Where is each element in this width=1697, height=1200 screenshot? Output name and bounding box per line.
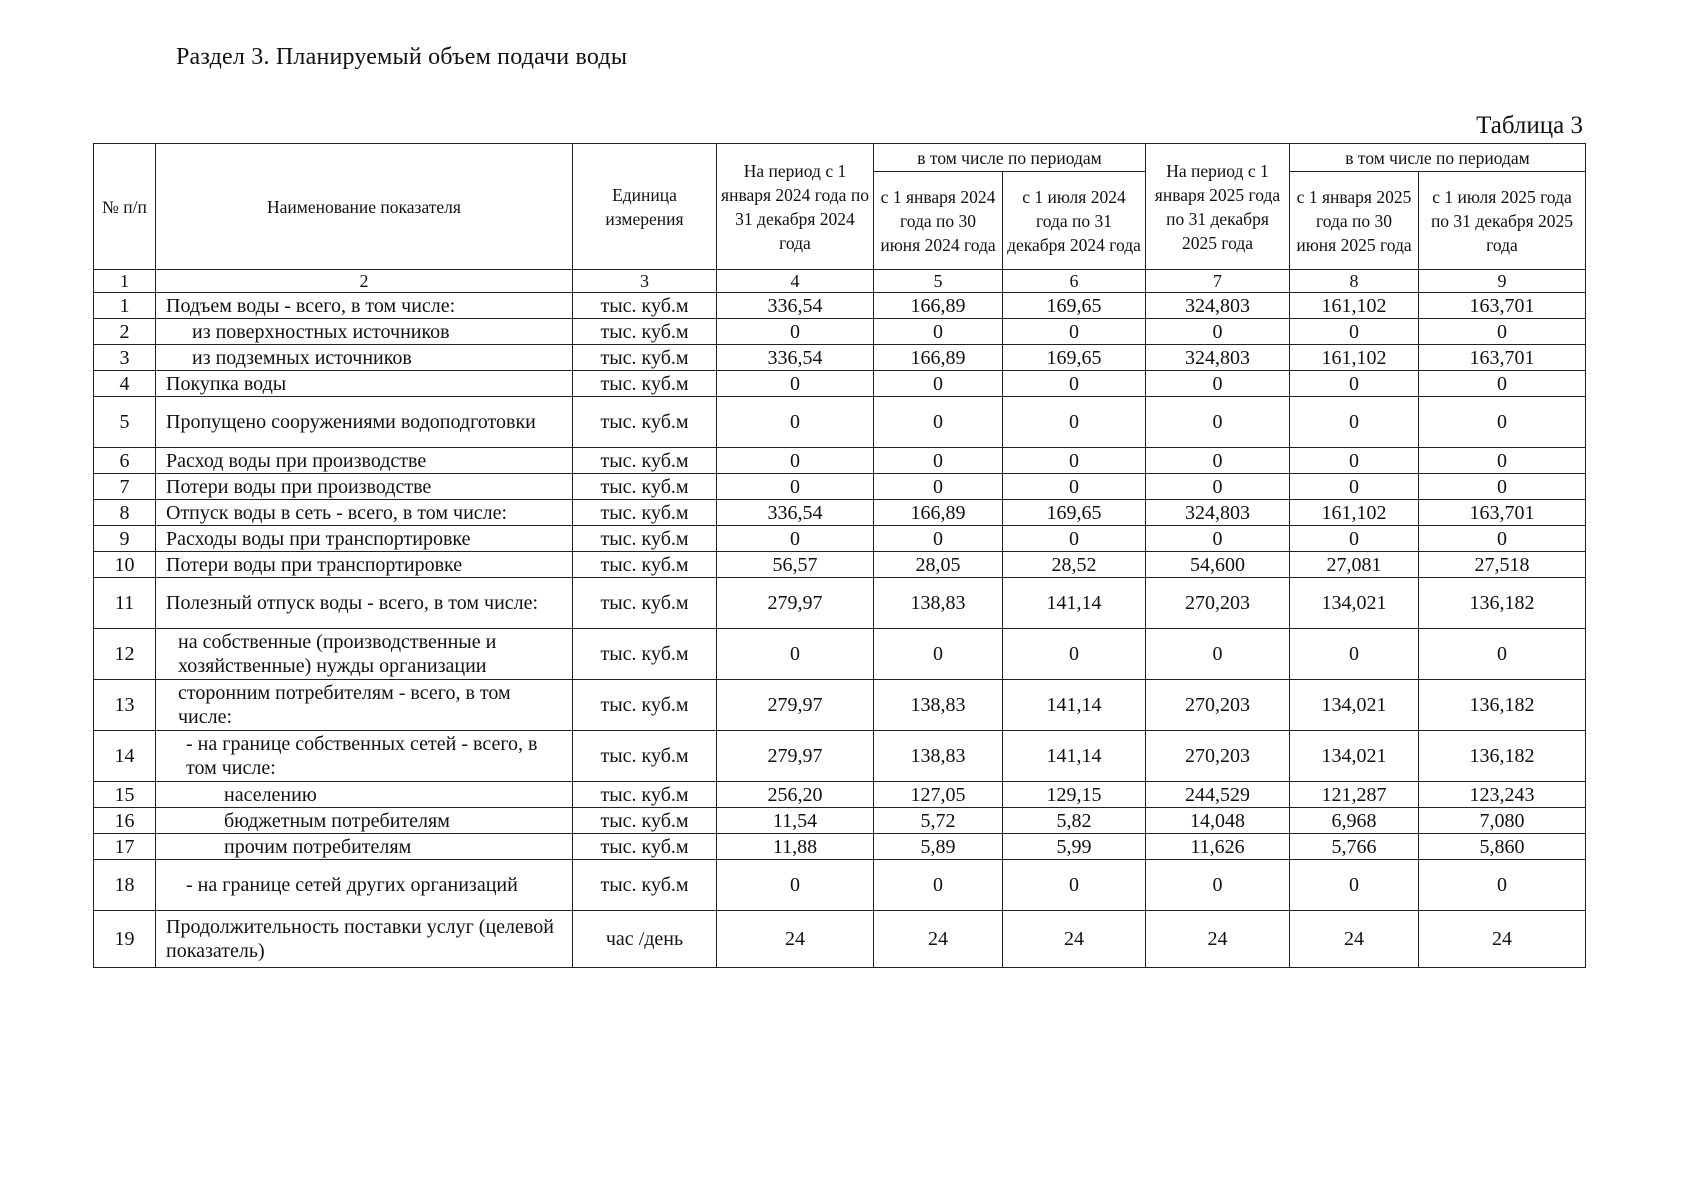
value-cell: 134,021 bbox=[1290, 731, 1419, 782]
value-cell: 0 bbox=[1003, 860, 1146, 911]
value-cell: 0 bbox=[874, 319, 1003, 345]
value-cell: 0 bbox=[1419, 860, 1586, 911]
value-cell: 138,83 bbox=[874, 680, 1003, 731]
value-cell: 0 bbox=[717, 371, 874, 397]
value-cell: 138,83 bbox=[874, 731, 1003, 782]
value-cell: 166,89 bbox=[874, 345, 1003, 371]
value-cell: 161,102 bbox=[1290, 500, 1419, 526]
value-cell: 169,65 bbox=[1003, 500, 1146, 526]
row-number: 7 bbox=[94, 474, 156, 500]
value-cell: 0 bbox=[1003, 474, 1146, 500]
column-number: 1 bbox=[94, 270, 156, 293]
value-cell: 0 bbox=[1003, 526, 1146, 552]
column-number: 2 bbox=[156, 270, 573, 293]
value-cell: 0 bbox=[1419, 397, 1586, 448]
value-cell: 54,600 bbox=[1146, 552, 1290, 578]
row-unit: тыс. куб.м bbox=[573, 782, 717, 808]
row-name: Отпуск воды в сеть - всего, в том числе: bbox=[156, 500, 573, 526]
value-cell: 336,54 bbox=[717, 345, 874, 371]
value-cell: 0 bbox=[1003, 629, 1146, 680]
row-name: бюджетным потребителям bbox=[156, 808, 573, 834]
row-number: 13 bbox=[94, 680, 156, 731]
value-cell: 5,82 bbox=[1003, 808, 1146, 834]
header-num: № п/п bbox=[94, 144, 156, 270]
value-cell: 0 bbox=[717, 448, 874, 474]
value-cell: 324,803 bbox=[1146, 293, 1290, 319]
header-2025-h1: с 1 января 2025 года по 30 июня 2025 года bbox=[1290, 172, 1419, 270]
header-2025-h2: с 1 июля 2025 года по 31 декабря 2025 года bbox=[1419, 172, 1586, 270]
value-cell: 161,102 bbox=[1290, 345, 1419, 371]
value-cell: 0 bbox=[717, 629, 874, 680]
header-2024-h2: с 1 июля 2024 года по 31 декабря 2024 года bbox=[1003, 172, 1146, 270]
value-cell: 0 bbox=[874, 526, 1003, 552]
header-sub-2024: в том числе по периодам bbox=[874, 144, 1146, 172]
table-row bbox=[94, 526, 1586, 552]
table-row bbox=[94, 680, 1586, 731]
row-unit: тыс. куб.м bbox=[573, 371, 717, 397]
section-title: Раздел 3. Планируемый объем подачи воды bbox=[176, 44, 628, 70]
value-cell: 0 bbox=[1290, 448, 1419, 474]
table-label: Таблица 3 bbox=[1476, 112, 1583, 139]
header-sub-2025: в том числе по периодам bbox=[1290, 144, 1586, 172]
row-name: сторонним потребителям - всего, в том числе: bbox=[156, 680, 573, 731]
value-cell: 0 bbox=[874, 397, 1003, 448]
table-row bbox=[94, 293, 1586, 319]
row-unit: тыс. куб.м bbox=[573, 680, 717, 731]
value-cell: 0 bbox=[1146, 448, 1290, 474]
value-cell: 0 bbox=[1146, 319, 1290, 345]
row-unit: тыс. куб.м bbox=[573, 345, 717, 371]
value-cell: 270,203 bbox=[1146, 731, 1290, 782]
row-name: из подземных источников bbox=[156, 345, 573, 371]
row-unit: тыс. куб.м bbox=[573, 731, 717, 782]
value-cell: 28,05 bbox=[874, 552, 1003, 578]
value-cell: 0 bbox=[1419, 474, 1586, 500]
header-unit: Единица измерения bbox=[573, 144, 717, 270]
value-cell: 244,529 bbox=[1146, 782, 1290, 808]
value-cell: 324,803 bbox=[1146, 500, 1290, 526]
value-cell: 0 bbox=[1146, 397, 1290, 448]
row-number: 19 bbox=[94, 911, 156, 968]
row-unit: тыс. куб.м bbox=[573, 474, 717, 500]
table-row bbox=[94, 371, 1586, 397]
column-number: 3 bbox=[573, 270, 717, 293]
value-cell: 141,14 bbox=[1003, 680, 1146, 731]
value-cell: 136,182 bbox=[1419, 578, 1586, 629]
value-cell: 169,65 bbox=[1003, 293, 1146, 319]
table-row bbox=[94, 629, 1586, 680]
header-2024-h1: с 1 января 2024 года по 30 июня 2024 года bbox=[874, 172, 1003, 270]
row-name: на собственные (производственные и хозяйственные) нужды организации bbox=[156, 629, 573, 680]
table-row bbox=[94, 731, 1586, 782]
row-number: 9 bbox=[94, 526, 156, 552]
value-cell: 336,54 bbox=[717, 500, 874, 526]
value-cell: 0 bbox=[1290, 371, 1419, 397]
table-row bbox=[94, 552, 1586, 578]
table-row bbox=[94, 397, 1586, 448]
row-number: 4 bbox=[94, 371, 156, 397]
value-cell: 0 bbox=[874, 371, 1003, 397]
value-cell: 24 bbox=[1290, 911, 1419, 968]
value-cell: 11,626 bbox=[1146, 834, 1290, 860]
value-cell: 123,243 bbox=[1419, 782, 1586, 808]
value-cell: 0 bbox=[1290, 629, 1419, 680]
column-number: 5 bbox=[874, 270, 1003, 293]
value-cell: 134,021 bbox=[1290, 680, 1419, 731]
table-row bbox=[94, 500, 1586, 526]
value-cell: 166,89 bbox=[874, 293, 1003, 319]
row-number: 16 bbox=[94, 808, 156, 834]
column-number: 8 bbox=[1290, 270, 1419, 293]
row-number: 18 bbox=[94, 860, 156, 911]
row-number: 1 bbox=[94, 293, 156, 319]
row-name: Расходы воды при транспортировке bbox=[156, 526, 573, 552]
row-number: 3 bbox=[94, 345, 156, 371]
table-row bbox=[94, 834, 1586, 860]
value-cell: 0 bbox=[1290, 526, 1419, 552]
value-cell: 0 bbox=[1290, 319, 1419, 345]
header-name: Наименование показателя bbox=[156, 144, 573, 270]
row-name: Расход воды при производстве bbox=[156, 448, 573, 474]
table-row bbox=[94, 474, 1586, 500]
value-cell: 0 bbox=[1419, 629, 1586, 680]
value-cell: 129,15 bbox=[1003, 782, 1146, 808]
value-cell: 336,54 bbox=[717, 293, 874, 319]
value-cell: 0 bbox=[1003, 397, 1146, 448]
value-cell: 0 bbox=[1146, 474, 1290, 500]
value-cell: 279,97 bbox=[717, 680, 874, 731]
value-cell: 0 bbox=[717, 526, 874, 552]
value-cell: 0 bbox=[1146, 371, 1290, 397]
row-unit: тыс. куб.м bbox=[573, 552, 717, 578]
value-cell: 0 bbox=[717, 397, 874, 448]
row-name: - на границе собственных сетей - всего, в том числе: bbox=[156, 731, 573, 782]
table-row bbox=[94, 345, 1586, 371]
column-number: 9 bbox=[1419, 270, 1586, 293]
row-unit: тыс. куб.м bbox=[573, 319, 717, 345]
row-name: Полезный отпуск воды - всего, в том числе: bbox=[156, 578, 573, 629]
value-cell: 136,182 bbox=[1419, 680, 1586, 731]
row-unit: тыс. куб.м bbox=[573, 448, 717, 474]
value-cell: 127,05 bbox=[874, 782, 1003, 808]
value-cell: 5,766 bbox=[1290, 834, 1419, 860]
value-cell: 138,83 bbox=[874, 578, 1003, 629]
value-cell: 324,803 bbox=[1146, 345, 1290, 371]
row-number: 14 bbox=[94, 731, 156, 782]
row-name: - на границе сетей других организаций bbox=[156, 860, 573, 911]
value-cell: 24 bbox=[717, 911, 874, 968]
row-unit: тыс. куб.м bbox=[573, 860, 717, 911]
value-cell: 169,65 bbox=[1003, 345, 1146, 371]
table-row bbox=[94, 860, 1586, 911]
table-row bbox=[94, 578, 1586, 629]
value-cell: 163,701 bbox=[1419, 500, 1586, 526]
column-number-row bbox=[94, 270, 1586, 293]
value-cell: 11,88 bbox=[717, 834, 874, 860]
value-cell: 279,97 bbox=[717, 731, 874, 782]
column-number: 4 bbox=[717, 270, 874, 293]
value-cell: 14,048 bbox=[1146, 808, 1290, 834]
table-row bbox=[94, 782, 1586, 808]
value-cell: 5,99 bbox=[1003, 834, 1146, 860]
row-unit: тыс. куб.м bbox=[573, 293, 717, 319]
value-cell: 0 bbox=[1003, 371, 1146, 397]
row-name: населению bbox=[156, 782, 573, 808]
column-number: 6 bbox=[1003, 270, 1146, 293]
row-number: 2 bbox=[94, 319, 156, 345]
value-cell: 270,203 bbox=[1146, 680, 1290, 731]
row-number: 12 bbox=[94, 629, 156, 680]
value-cell: 0 bbox=[1290, 474, 1419, 500]
row-number: 6 bbox=[94, 448, 156, 474]
value-cell: 5,860 bbox=[1419, 834, 1586, 860]
value-cell: 161,102 bbox=[1290, 293, 1419, 319]
value-cell: 256,20 bbox=[717, 782, 874, 808]
row-unit: тыс. куб.м bbox=[573, 500, 717, 526]
row-name: Потери воды при транспортировке bbox=[156, 552, 573, 578]
row-name: прочим потребителям bbox=[156, 834, 573, 860]
value-cell: 0 bbox=[1290, 397, 1419, 448]
value-cell: 136,182 bbox=[1419, 731, 1586, 782]
value-cell: 0 bbox=[717, 474, 874, 500]
value-cell: 163,701 bbox=[1419, 293, 1586, 319]
value-cell: 0 bbox=[1146, 629, 1290, 680]
table-row bbox=[94, 448, 1586, 474]
value-cell: 7,080 bbox=[1419, 808, 1586, 834]
row-name: Подъем воды - всего, в том числе: bbox=[156, 293, 573, 319]
value-cell: 0 bbox=[1146, 860, 1290, 911]
row-unit: тыс. куб.м bbox=[573, 808, 717, 834]
value-cell: 24 bbox=[1003, 911, 1146, 968]
row-name: Пропущено сооружениями водоподготовки bbox=[156, 397, 573, 448]
value-cell: 134,021 bbox=[1290, 578, 1419, 629]
row-name: Покупка воды bbox=[156, 371, 573, 397]
value-cell: 0 bbox=[1146, 526, 1290, 552]
row-number: 5 bbox=[94, 397, 156, 448]
row-name: из поверхностных источников bbox=[156, 319, 573, 345]
header-period-2025: На период с 1 января 2025 года по 31 декабря 2025 года bbox=[1146, 144, 1290, 270]
row-number: 10 bbox=[94, 552, 156, 578]
row-unit: тыс. куб.м bbox=[573, 578, 717, 629]
row-unit: тыс. куб.м bbox=[573, 629, 717, 680]
value-cell: 163,701 bbox=[1419, 345, 1586, 371]
row-unit: тыс. куб.м bbox=[573, 834, 717, 860]
row-number: 8 bbox=[94, 500, 156, 526]
value-cell: 0 bbox=[717, 860, 874, 911]
value-cell: 0 bbox=[1419, 448, 1586, 474]
value-cell: 24 bbox=[874, 911, 1003, 968]
value-cell: 270,203 bbox=[1146, 578, 1290, 629]
value-cell: 0 bbox=[874, 860, 1003, 911]
row-number: 11 bbox=[94, 578, 156, 629]
value-cell: 0 bbox=[874, 448, 1003, 474]
value-cell: 0 bbox=[874, 474, 1003, 500]
column-number: 7 bbox=[1146, 270, 1290, 293]
value-cell: 28,52 bbox=[1003, 552, 1146, 578]
value-cell: 56,57 bbox=[717, 552, 874, 578]
table-row bbox=[94, 808, 1586, 834]
value-cell: 279,97 bbox=[717, 578, 874, 629]
value-cell: 0 bbox=[874, 629, 1003, 680]
row-number: 15 bbox=[94, 782, 156, 808]
row-name: Потери воды при производстве bbox=[156, 474, 573, 500]
value-cell: 0 bbox=[717, 319, 874, 345]
row-unit: тыс. куб.м bbox=[573, 526, 717, 552]
value-cell: 11,54 bbox=[717, 808, 874, 834]
value-cell: 0 bbox=[1290, 860, 1419, 911]
row-unit: час /день bbox=[573, 911, 717, 968]
value-cell: 24 bbox=[1419, 911, 1586, 968]
value-cell: 166,89 bbox=[874, 500, 1003, 526]
value-cell: 0 bbox=[1003, 319, 1146, 345]
value-cell: 121,287 bbox=[1290, 782, 1419, 808]
value-cell: 0 bbox=[1419, 371, 1586, 397]
value-cell: 141,14 bbox=[1003, 578, 1146, 629]
value-cell: 27,081 bbox=[1290, 552, 1419, 578]
value-cell: 0 bbox=[1419, 319, 1586, 345]
row-unit: тыс. куб.м bbox=[573, 397, 717, 448]
value-cell: 5,72 bbox=[874, 808, 1003, 834]
water-supply-table bbox=[93, 143, 1586, 968]
row-number: 17 bbox=[94, 834, 156, 860]
header-period-2024: На период с 1 января 2024 года по 31 декабря 2024 года bbox=[717, 144, 874, 270]
value-cell: 0 bbox=[1003, 448, 1146, 474]
value-cell: 24 bbox=[1146, 911, 1290, 968]
value-cell: 0 bbox=[1419, 526, 1586, 552]
value-cell: 141,14 bbox=[1003, 731, 1146, 782]
value-cell: 6,968 bbox=[1290, 808, 1419, 834]
table-row bbox=[94, 911, 1586, 968]
value-cell: 5,89 bbox=[874, 834, 1003, 860]
value-cell: 27,518 bbox=[1419, 552, 1586, 578]
row-name: Продолжительность поставки услуг (целевой показатель) bbox=[156, 911, 573, 968]
table-row bbox=[94, 319, 1586, 345]
